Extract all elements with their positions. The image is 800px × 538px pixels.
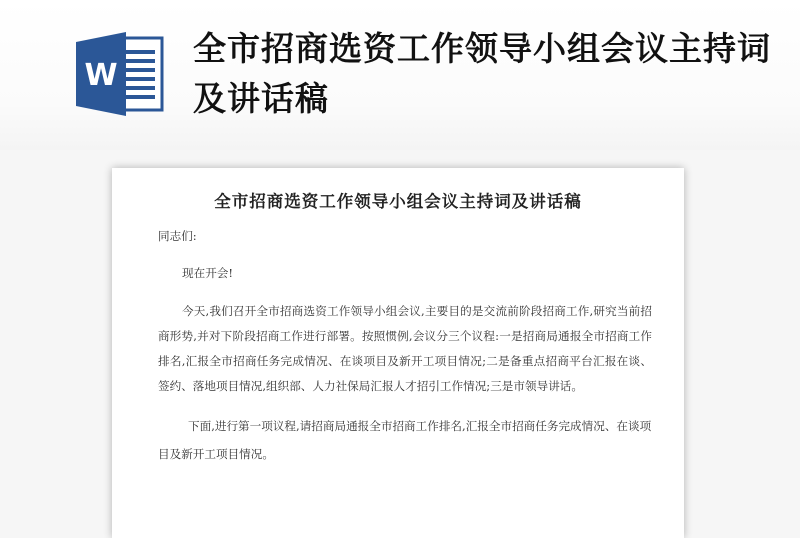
word-document-icon bbox=[76, 32, 168, 116]
opening-line: 现在开会! bbox=[182, 266, 234, 280]
document-body bbox=[158, 226, 652, 468]
paragraph-1: 今天,我们召开全市招商选资工作领导小组会议,主要目的是交流前阶段招商工作,研究当前招商形势,并对下阶段招商工作进行部署。按照惯例,会议分三个议程:一是招商局通报全市招商工作排名,汇报全市招商任务完成情况、在谈项目及新开工项目情况;二是备重点招商平台汇报在谈、签约、落地项目情况,组织部、人力社保局汇报人才招引工作情况;三是市领导讲话。 bbox=[158, 304, 652, 393]
page-title: 全市招商选资工作领导小组会议主持词及讲话稿 bbox=[193, 29, 771, 118]
document-page-preview bbox=[112, 168, 684, 538]
document-heading: 全市招商选资工作领导小组会议主持词及讲话稿 bbox=[214, 192, 582, 211]
greeting-line: 同志们: bbox=[158, 229, 197, 243]
paragraph-2: 下面,进行第一项议程,请招商局通报全市招商工作排名,汇报全市招商任务完成情况、在谈项目及新开工项目情况。 bbox=[158, 419, 652, 461]
word-icon-letter: W bbox=[84, 58, 118, 93]
